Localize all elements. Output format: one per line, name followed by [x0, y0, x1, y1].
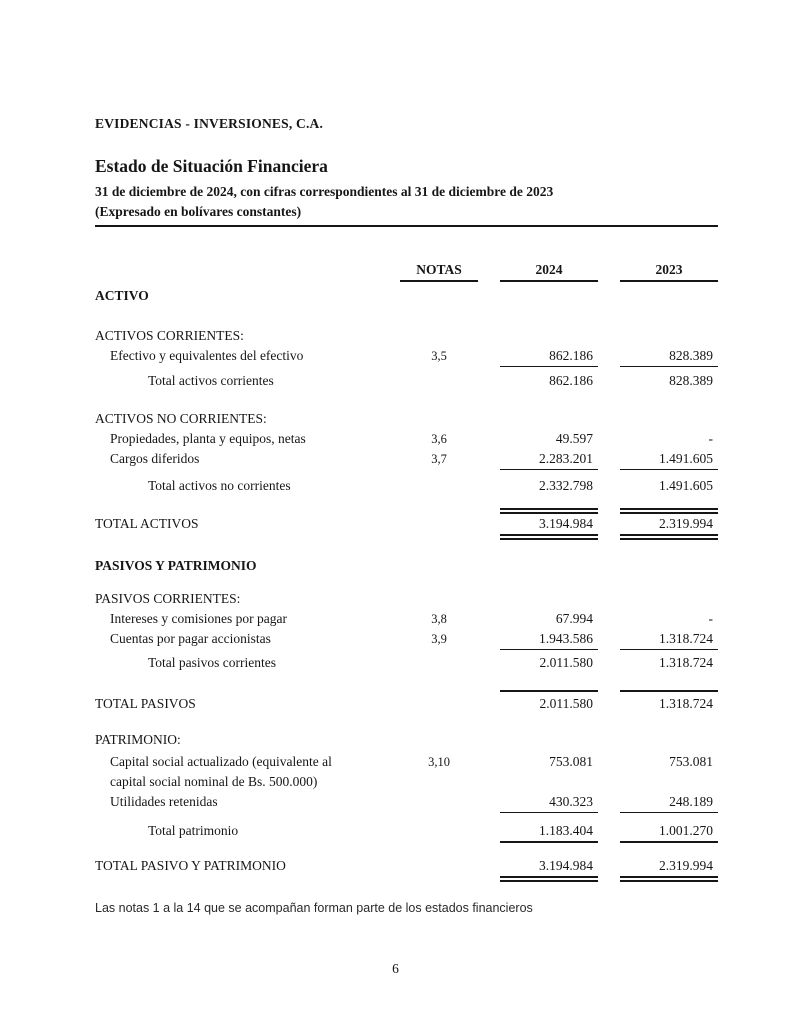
subtotal-label: Total patrimonio — [148, 823, 239, 838]
value-2024: 2.011.580 — [539, 655, 593, 670]
value-2024: 3.194.984 — [539, 516, 593, 531]
item-nota: 3,6 — [431, 432, 447, 446]
row-total-pasivo-patrimonio — [95, 856, 718, 876]
value-2024: 2.332.798 — [539, 478, 593, 493]
item-nota: 3,9 — [431, 632, 447, 646]
statement-title: Estado de Situación Financiera — [95, 156, 328, 176]
statement-date-line: 31 de diciembre de 2024, con cifras correspondientes al 31 de diciembre de 2023 — [95, 184, 554, 199]
value-2024: 753.081 — [549, 754, 593, 769]
rule-above-total-pasivos — [95, 690, 718, 692]
value-2023: 1.318.724 — [659, 655, 713, 670]
subsection-patrimonio: PATRIMONIO: — [95, 732, 181, 747]
column-header-notas: NOTAS — [400, 260, 478, 282]
value-2023: 753.081 — [669, 754, 713, 769]
subsection-activos-no-corrientes: ACTIVOS NO CORRIENTES: — [95, 411, 267, 426]
row-intereses — [95, 609, 718, 629]
subtotal-label: Total activos corrientes — [148, 373, 274, 388]
item-label: Intereses y comisiones por pagar — [110, 611, 287, 626]
subtotal-label: Total activos no corrientes — [148, 478, 291, 493]
double-rule — [620, 534, 718, 540]
subsection-activos-corrientes: ACTIVOS CORRIENTES: — [95, 328, 244, 343]
currency-note: (Expresado en bolívares constantes) — [95, 202, 718, 227]
column-header-2023: 2023 — [620, 260, 718, 282]
single-rule — [500, 690, 598, 692]
item-nota: 3,10 — [428, 755, 450, 769]
single-rule — [620, 690, 718, 692]
row-capital-social-continuation — [95, 772, 718, 792]
value-2024: 1.943.586 — [500, 629, 598, 650]
row-total-pasivos — [95, 694, 718, 714]
value-2024: 862.186 — [500, 346, 598, 367]
value-2023: 2.319.994 — [659, 858, 713, 873]
page-number: 6 — [392, 961, 399, 976]
row-total-activos-corrientes — [95, 371, 718, 391]
table-header-row — [95, 260, 718, 282]
double-rule — [500, 876, 598, 882]
value-2023: - — [708, 611, 713, 626]
row-patrimonio-heading — [95, 730, 718, 750]
item-label-continuation: capital social nominal de Bs. 500.000) — [110, 774, 318, 789]
value-2023: 248.189 — [620, 792, 718, 813]
value-2023: 2.319.994 — [659, 516, 713, 531]
total-label: TOTAL PASIVO Y PATRIMONIO — [95, 858, 286, 873]
value-2024: 430.323 — [500, 792, 598, 813]
item-label: Utilidades retenidas — [110, 794, 218, 809]
row-activos-corrientes-heading — [95, 326, 718, 346]
value-2023: 828.389 — [669, 373, 713, 388]
row-total-activos — [95, 514, 718, 534]
row-activo-heading — [95, 286, 718, 306]
value-2023: 1.001.270 — [620, 821, 718, 843]
item-label: Cuentas por pagar accionistas — [110, 631, 271, 646]
document-content — [95, 116, 718, 882]
company-name: EVIDENCIAS - INVERSIONES, C.A. — [95, 116, 324, 131]
row-total-patrimonio — [95, 821, 718, 843]
column-header-2024: 2024 — [500, 260, 598, 282]
item-nota: 3,5 — [431, 349, 447, 363]
item-label: Efectivo y equivalentes del efectivo — [110, 348, 304, 363]
subtotal-label: Total pasivos corrientes — [148, 655, 277, 670]
row-activos-no-corrientes-heading — [95, 409, 718, 429]
item-nota: 3,8 — [431, 612, 447, 626]
row-utilidades-retenidas — [95, 792, 718, 813]
row-cuentas-accionistas — [95, 629, 718, 650]
item-nota: 3,7 — [431, 452, 447, 466]
value-2024: 3.194.984 — [539, 858, 593, 873]
item-label: Capital social actualizado (equivalente al — [110, 754, 332, 769]
value-2023: - — [708, 431, 713, 446]
row-capital-social — [95, 752, 718, 772]
row-total-pasivos-corrientes — [95, 653, 718, 673]
value-2023: 1.318.724 — [620, 629, 718, 650]
value-2024: 2.283.201 — [500, 449, 598, 470]
value-2024: 2.011.580 — [539, 696, 593, 711]
value-2024: 67.994 — [555, 611, 593, 626]
notes-footnote: Las notas 1 a la 14 que se acompañan forman parte de los estados financieros — [95, 901, 533, 915]
section-heading-pasivos-patrimonio: PASIVOS Y PATRIMONIO — [95, 558, 257, 573]
item-label: Propiedades, planta y equipos, netas — [110, 431, 306, 446]
value-2023: 1.318.724 — [659, 696, 713, 711]
row-pasivos-corrientes-heading — [95, 589, 718, 609]
total-label: TOTAL ACTIVOS — [95, 516, 199, 531]
item-label: Cargos diferidos — [110, 451, 200, 466]
row-cargos-diferidos — [95, 449, 718, 470]
value-2023: 1.491.605 — [620, 449, 718, 470]
value-2023: 828.389 — [620, 346, 718, 367]
section-heading-activo: ACTIVO — [95, 288, 149, 303]
total-label: TOTAL PASIVOS — [95, 696, 196, 711]
row-efectivo — [95, 346, 718, 367]
value-2024: 1.183.404 — [500, 821, 598, 843]
value-2024: 49.597 — [555, 431, 593, 446]
value-2023: 1.491.605 — [659, 478, 713, 493]
double-rule — [500, 534, 598, 540]
double-rule — [620, 876, 718, 882]
row-total-activos-no-corrientes — [95, 476, 718, 496]
row-pasivos-patrimonio-heading — [95, 556, 718, 576]
rule-below-total-activos — [95, 534, 718, 540]
rule-below-total-pasivo-patrimonio — [95, 876, 718, 882]
row-propiedades — [95, 429, 718, 449]
value-2024: 862.186 — [549, 373, 593, 388]
subsection-pasivos-corrientes: PASIVOS CORRIENTES: — [95, 591, 241, 606]
